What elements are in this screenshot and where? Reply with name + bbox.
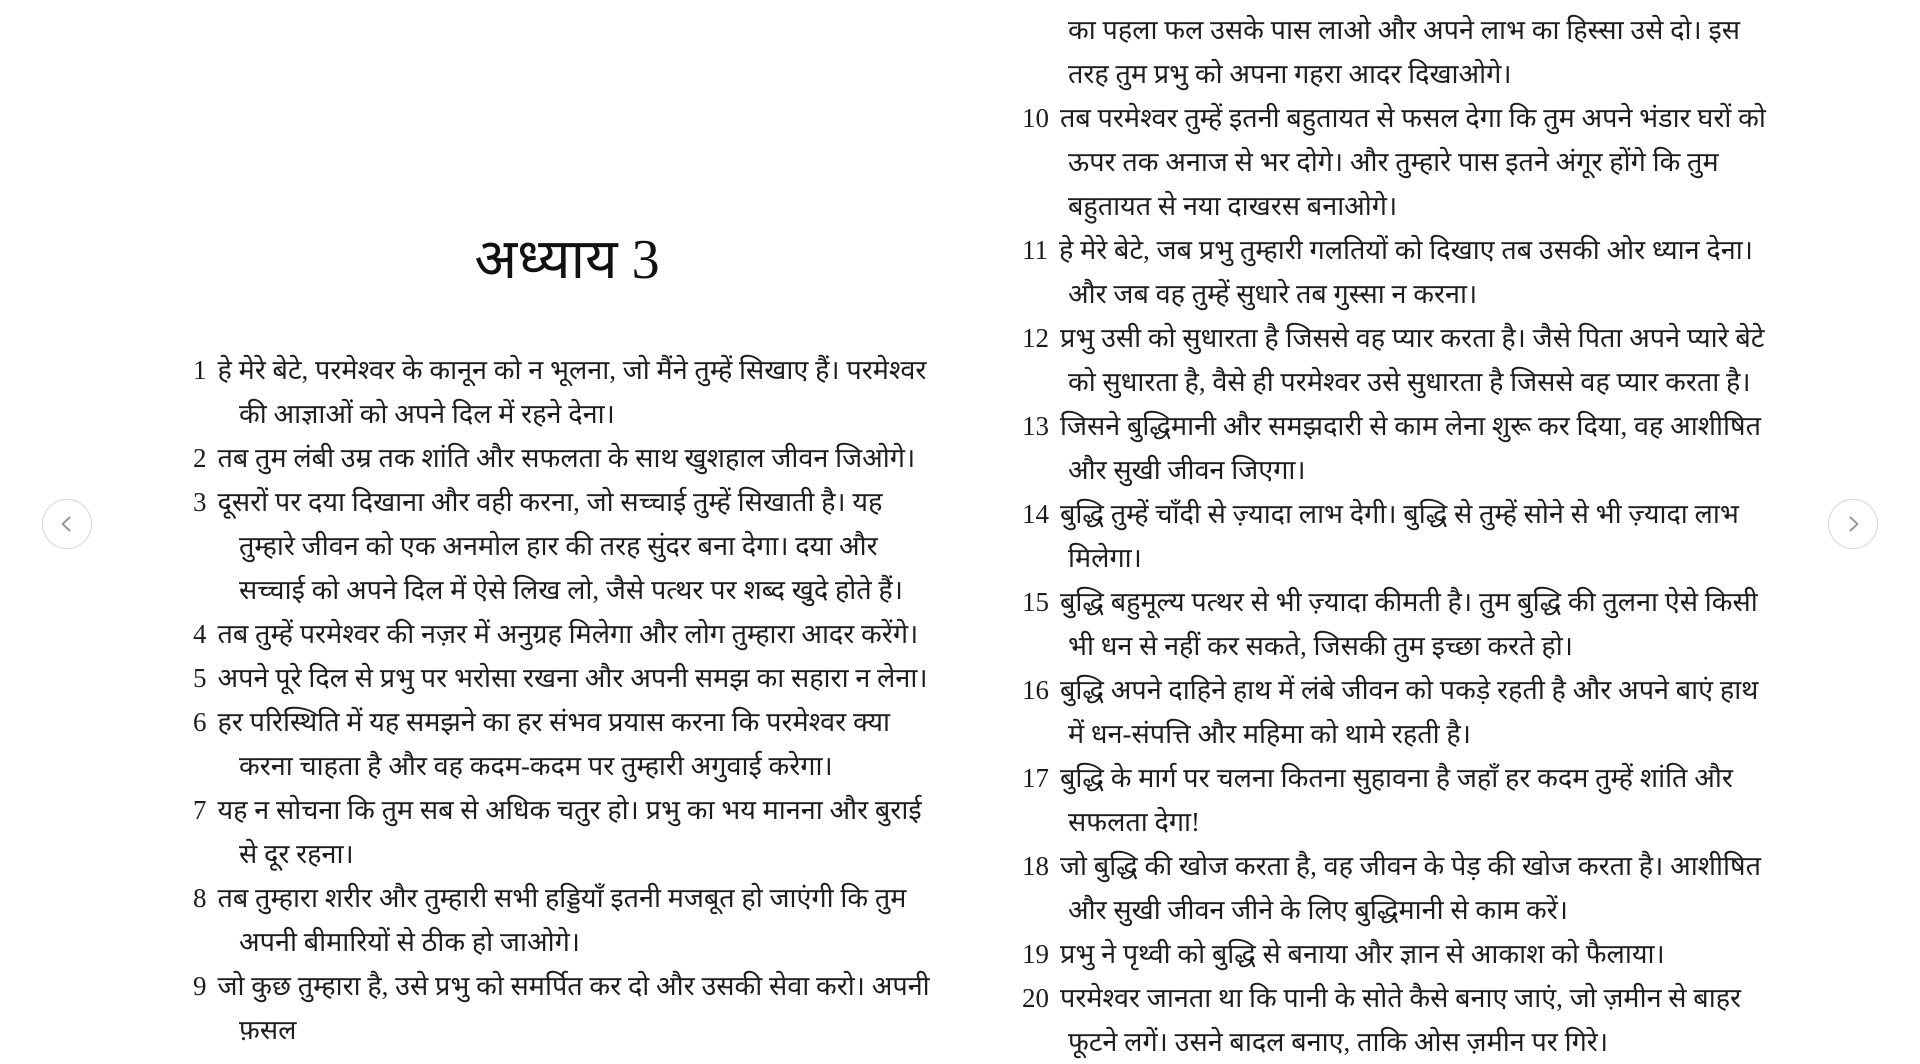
chapter-heading: अध्याय 3	[474, 229, 660, 291]
verse-text: तब तुम्हें परमेश्वर की नज़र में अनुग्रह मिलेगा और लोग तुम्हारा आदर करेंगे।	[217, 619, 919, 649]
verse	[193, 348, 941, 436]
verse-list-left	[193, 348, 941, 1052]
verse	[1022, 756, 1778, 844]
verse-number: 14	[1022, 499, 1049, 529]
verse-text: जो बुद्धि की खोज करता है, वह जीवन के पेड़ की खोज करता है। आशीषित और सुखी जीवन जीने के लिए बुद्धिमानी से काम करें।	[1060, 851, 1761, 925]
verse-continuation-text: का पहला फल उसके पास लाओ और अपने लाभ का हिस्सा उसे दो। इस तरह तुम प्रभु को अपना गहरा आदर दिखाओगे।	[1068, 15, 1740, 89]
verse-text: प्रभु उसी को सुधारता है जिससे वह प्यार करता है। जैसे पिता अपने प्यारे बेटे को सुधारता है, वैसे ही परमेश्वर उसे सुधारता है जिससे वह प्यार करता है।	[1060, 323, 1765, 397]
verse	[1022, 844, 1778, 932]
verse-text: बुद्धि बहुमूल्य पत्थर से भी ज़्यादा कीमती है। तुम बुद्धि की तुलना ऐसे किसी भी धन से नहीं कर सकते, जिसकी तुम इच्छा करते हो।	[1060, 587, 1758, 661]
verse	[1022, 492, 1778, 580]
verse-number: 19	[1022, 939, 1049, 969]
verse	[1022, 668, 1778, 756]
verse-number: 3	[193, 487, 207, 517]
verse-number: 17	[1022, 763, 1049, 793]
next-chapter-button[interactable]	[1828, 499, 1878, 549]
text-column-left	[193, 228, 941, 1052]
verse-text: प्रभु ने पृथ्वी को बुद्धि से बनाया और ज्ञान से आकाश को फैलाया।	[1060, 939, 1665, 969]
verse	[193, 700, 941, 788]
verse	[1022, 316, 1778, 404]
verse-text: दूसरों पर दया दिखाना और वही करना, जो सच्चाई तुम्हें सिखाती है। यह तुम्हारे जीवन को एक अनमोल हार की तरह सुंदर बना देगा। दया और सच्चाई को अपने दिल में ऐसे लिख लो, जैसे पत्थर पर शब्द खुदे होते हैं।	[217, 487, 903, 605]
verse-number: 15	[1022, 587, 1049, 617]
verse-number: 7	[193, 795, 207, 825]
verse-number: 6	[193, 707, 207, 737]
verse-number: 13	[1022, 411, 1049, 441]
verse-text: यह न सोचना कि तुम सब से अधिक चतुर हो। प्रभु का भय मानना और बुराई से दूर रहना।	[217, 795, 922, 869]
verse-number: 9	[193, 971, 207, 1001]
verse-text: हे मेरे बेटे, परमेश्वर के कानून को न भूलना, जो मैंने तुम्हें सिखाए हैं। परमेश्वर की आज्ञाओं को अपने दिल में रहने देना।	[217, 355, 927, 429]
verse	[1022, 96, 1778, 228]
verse-number: 10	[1022, 103, 1049, 133]
verse-text: परमेश्वर जानता था कि पानी के सोते कैसे बनाए जाएं, जो ज़मीन से बाहर फूटने लगें। उसने बादल बनाए, ताकि ओस ज़मीन पर गिरे।	[1060, 983, 1742, 1057]
verse-number: 2	[193, 443, 207, 473]
verse	[193, 656, 941, 700]
verse-number: 5	[193, 663, 207, 693]
verse	[193, 876, 941, 964]
verse-text: हर परिस्थिति में यह समझने का हर संभव प्रयास करना कि परमेश्वर क्या करना चाहता है और वह कदम-कदम पर तुम्हारी अगुवाई करेगा।	[217, 707, 891, 781]
verse-text: बुद्धि के मार्ग पर चलना कितना सुहावना है जहाँ हर कदम तुम्हें शांति और सफलता देगा!	[1060, 763, 1733, 837]
verse-text: हे मेरे बेटे, जब प्रभु तुम्हारी गलतियों को दिखाए तब उसकी ओर ध्यान देना। और जब वह तुम्हें सुधारे तब गुस्सा न करना।	[1059, 235, 1753, 309]
verse-text: जिसने बुद्धिमानी और समझदारी से काम लेना शुरू कर दिया, वह आशीषित और सुखी जीवन जिएगा।	[1060, 411, 1761, 485]
verse-number: 16	[1022, 675, 1049, 705]
verse	[193, 480, 941, 612]
verse-text: अपने पूरे दिल से प्रभु पर भरोसा रखना और अपनी समझ का सहारा न लेना।	[217, 663, 928, 693]
verse-text: तब तुम्हारा शरीर और तुम्हारी सभी हड्डियाँ इतनी मजबूत हो जाएंगी कि तुम अपनी बीमारियों से ठीक हो जाओगे।	[217, 883, 907, 957]
verse-text: बुद्धि अपने दाहिने हाथ में लंबे जीवन को पकड़े रहती है और अपने बाएं हाथ में धन-संपत्ति और महिमा को थामे रहती है।	[1060, 675, 1759, 749]
chevron-left-icon	[58, 515, 76, 533]
verse-number: 1	[193, 355, 207, 385]
verse-number: 18	[1022, 851, 1049, 881]
verse	[193, 436, 941, 480]
verse-text: बुद्धि तुम्हें चाँदी से ज़्यादा लाभ देगी। बुद्धि से तुम्हें सोने से भी ज़्यादा लाभ मिलेगा।	[1060, 499, 1739, 573]
verse	[193, 612, 941, 656]
verse-number: 8	[193, 883, 207, 913]
verse-number: 4	[193, 619, 207, 649]
verse-number: 20	[1022, 983, 1049, 1013]
verse	[1022, 976, 1778, 1064]
verse-list-right	[1022, 96, 1778, 1064]
verse	[1022, 228, 1778, 316]
verse	[193, 788, 941, 876]
verse	[1022, 580, 1778, 668]
verse	[193, 964, 941, 1052]
verse	[1022, 932, 1778, 976]
verse-number: 12	[1022, 323, 1049, 353]
text-column-right	[1022, 8, 1778, 1064]
verse	[1022, 404, 1778, 492]
verse-text: तब परमेश्वर तुम्हें इतनी बहुतायत से फसल देगा कि तुम अपने भंडार घरों को ऊपर तक अनाज से भर दोगे। और तुम्हारे पास इतने अंगूर होंगे कि तुम बहुतायत से नया दाखरस बनाओगे।	[1060, 103, 1766, 221]
previous-chapter-button[interactable]	[42, 499, 92, 549]
verse-text: जो कुछ तुम्हारा है, उसे प्रभु को समर्पित कर दो और उसकी सेवा करो। अपनी फ़सल	[217, 971, 930, 1045]
verse-text: तब तुम लंबी उम्र तक शांति और सफलता के साथ खुशहाल जीवन जिओगे।	[217, 443, 916, 473]
verse-number: 11	[1022, 235, 1048, 265]
chevron-right-icon	[1844, 515, 1862, 533]
